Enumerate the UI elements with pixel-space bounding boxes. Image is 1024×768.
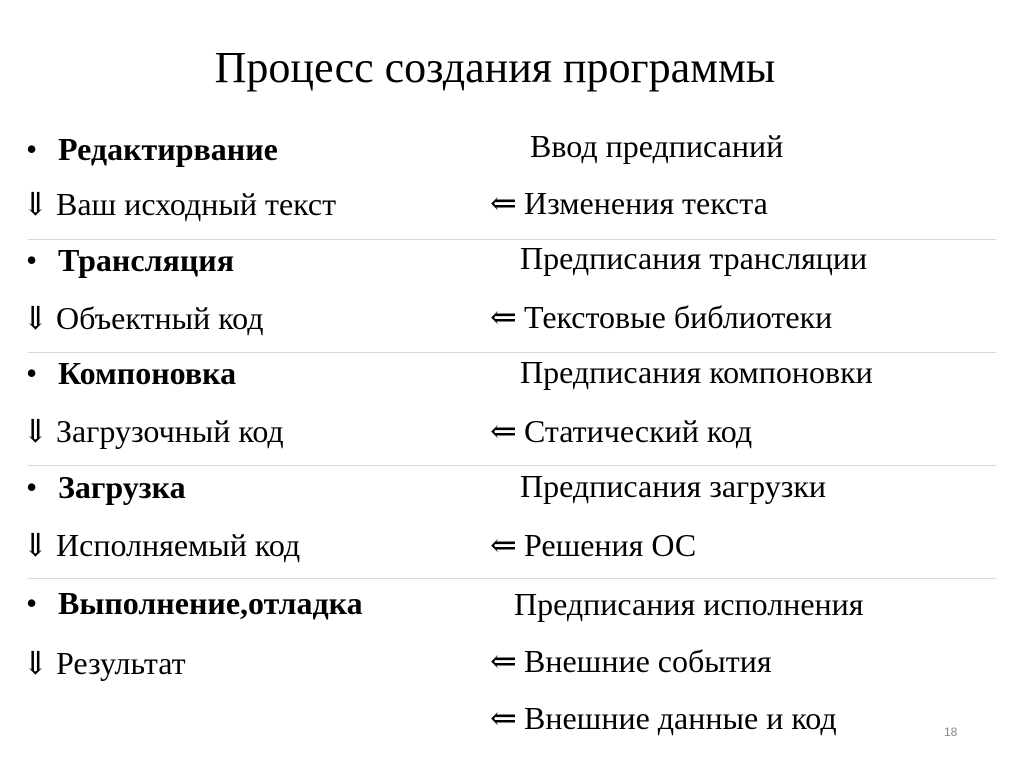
row-divider [28,465,996,466]
static-code: Статический код [524,413,753,449]
stage-linking: Компоновка [58,355,237,391]
text-changes: Изменения текста [524,185,768,221]
stage-editing: Редактирвание [58,131,278,167]
stage-loading: Загрузка [58,469,186,505]
translation-directives: Предписания трансляции [520,240,868,276]
down-arrow-icon: ⇓ [22,186,49,222]
row-divider [28,578,996,579]
left-arrow-icon: ⇐ [490,700,517,736]
slide-title: Процесс создания программы [214,43,776,92]
left-arrow-icon: ⇐ [490,527,517,563]
bullet-marker: • [26,469,38,505]
left-arrow-icon: ⇐ [490,643,517,679]
stage-execution-debugging: Выполнение,отладка [58,585,363,621]
row-divider [28,239,996,240]
stage-translation: Трансляция [58,242,235,278]
linking-directives: Предписания компоновки [520,354,873,390]
directive-input: Ввод предписаний [530,128,784,164]
down-arrow-icon: ⇓ [22,527,49,563]
output-source-text: Ваш исходный текст [56,186,337,222]
left-arrow-icon: ⇐ [490,413,517,449]
left-arrow-icon: ⇐ [490,185,517,221]
left-arrow-icon: ⇐ [490,299,517,335]
os-decisions: Решения ОС [524,527,697,563]
page-number: 18 [944,725,958,739]
bullet-marker: • [26,355,38,391]
output-load-code: Загрузочный код [56,413,284,449]
down-arrow-icon: ⇓ [22,413,49,449]
loading-directives: Предписания загрузки [520,468,827,504]
down-arrow-icon: ⇓ [22,645,49,681]
row-divider [28,352,996,353]
bullet-marker: • [26,585,38,621]
bullet-marker: • [26,242,38,278]
output-result: Результат [56,645,186,681]
text-libraries: Текстовые библиотеки [524,299,833,335]
external-events: Внешние события [524,643,772,679]
output-object-code: Объектный код [56,300,264,336]
bullet-marker: • [26,131,38,167]
execution-directives: Предписания исполнения [514,586,864,622]
output-executable-code: Исполняемый код [56,527,301,563]
external-data-and-code: Внешние данные и код [524,700,837,736]
down-arrow-icon: ⇓ [22,300,49,336]
